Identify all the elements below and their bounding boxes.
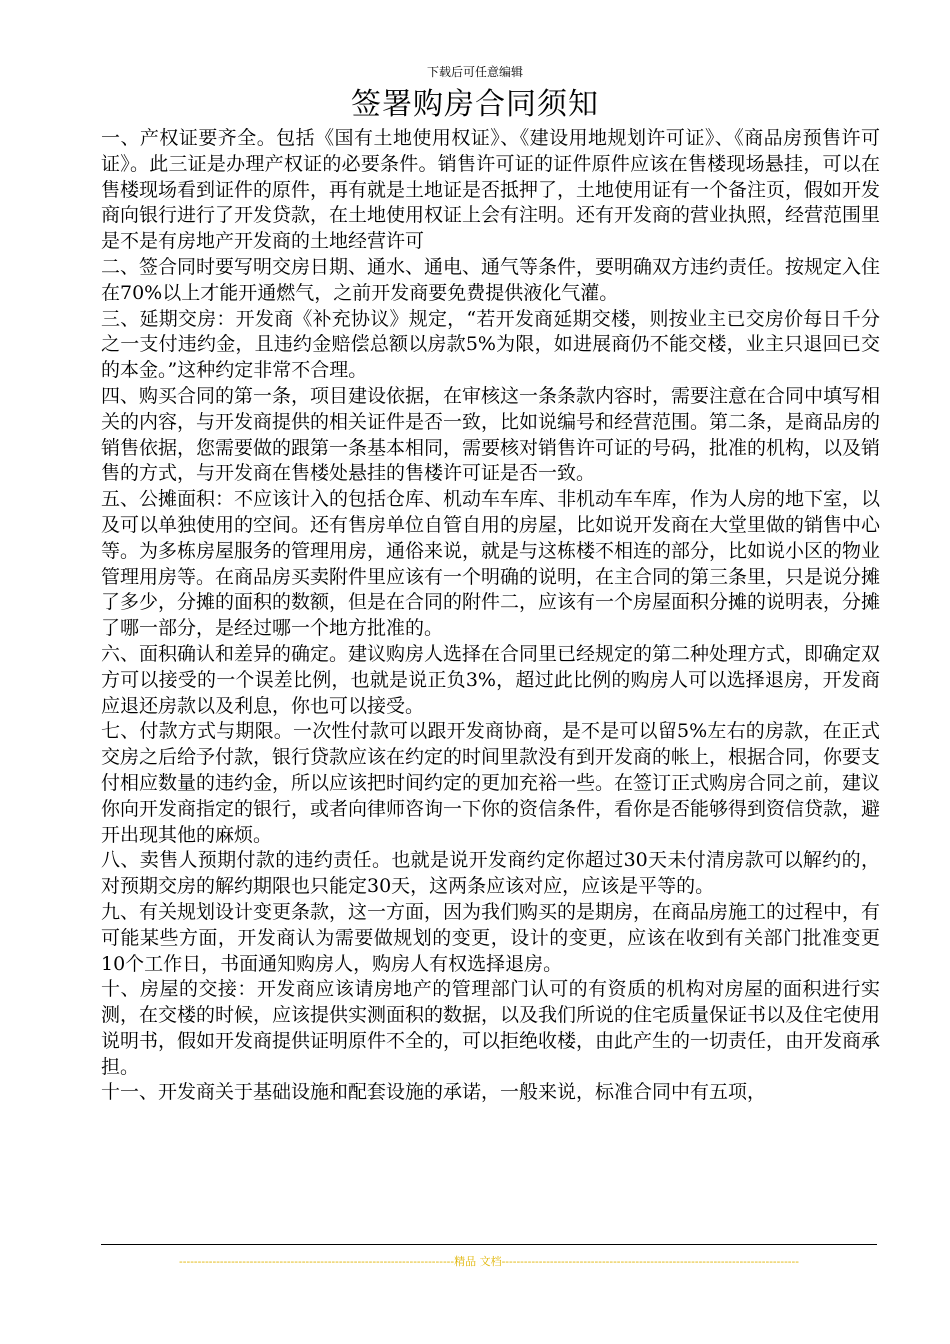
document-body (101, 126, 880, 1106)
footer-note: --------------------------------------------------------------------------精品 文档-------------------------------------------------------------------------------- (179, 1255, 799, 1268)
paragraph-11: 十一、开发商关于基础设施和配套设施的承诺，一般来说，标准合同中有五项， (101, 1081, 767, 1104)
paragraph-8: 八、卖售人预期付款的违约责任。也就是说开发商约定你超过30天未付清房款可以解约的，对预期交房的解约期限也只能定30天，这两条应该对应，应该是平等的。 (101, 849, 880, 898)
header-note: 下载后可任意编辑 (426, 65, 523, 79)
page-title: 签署购房合同须知 (351, 87, 599, 122)
paragraph-1: 一、产权证要齐全。包括《国有土地使用权证》、《建设用地规划许可证》、《商品房预售许可证》。此三证是办理产权证的必要条件。销售许可证的证件原件应该在售楼现场悬挂，可以在售楼现场看到证件的原件，再有就是土地证是否抵押了，土地使用证有一个备注页，假如开发商向银行进行了开发贷款，在土地使用权证上会有注明。还有开发商的营业执照，经营范围里是不是有房地产开发商的土地经营许可 (101, 127, 881, 253)
paragraph-4: 四、购买合同的第一条，项目建设依据，在审核这一条条款内容时，需要注意在合同中填写相关的内容，与开发商提供的相关证件是否一致，比如说编号和经营范围。第二条，是商品房的销售依据，您需要做的跟第一条基本相同，需要核对销售许可证的号码，批准的机构，以及销售的方式，与开发商在售楼处悬挂的售楼许可证是否一致。 (101, 384, 881, 485)
footer-divider (101, 1244, 877, 1245)
paragraph-5: 五、公摊面积：不应该计入的包括仓库、机动车车库、非机动车车库，作为人房的地下室，以及可以单独使用的空间。还有售房单位自管自用的房屋，比如说开发商在大堂里做的销售中心等。为多栋房屋服务的管理用房，通俗来说，就是与这栋楼不相连的部分，比如说小区的物业管理用房等。在商品房买卖附件里应该有一个明确的说明，在主合同的第三条里，只是说分摊了多少，分摊的面积的数额，但是在合同的附件二，应该有一个房屋面积分摊的说明表，分摊了哪一部分，是经过哪一个地方批准的。 (101, 488, 881, 640)
paragraph-6: 六、面积确认和差异的确定。建议购房人选择在合同里已经规定的第二种处理方式，即确定双方可以接受的一个误差比例，也就是说正负3%，超过此比例的购房人可以选择退房，开发商应退还房款以及利息，你也可以接受。 (101, 642, 881, 717)
paragraph-2: 二、签合同时要写明交房日期、通水、通电、通气等条件，要明确双方违约责任。按规定入住在70%以上才能开通燃气，之前开发商要免费提供液化气灌。 (101, 255, 881, 304)
paragraph-10: 十、房屋的交接：开发商应该请房地产的管理部门认可的有资质的机构对房屋的面积进行实测，在交楼的时候，应该提供实测面积的数据，以及我们所说的住宅质量保证书以及住宅使用说明书，假如开发商提供证明原件不全的，可以拒绝收楼，由此产生的一切责任，由开发商承担。 (101, 978, 881, 1078)
paragraph-9: 九、有关规划设计变更条款，这一方面，因为我们购买的是期房，在商品房施工的过程中，有可能某些方面，开发商认为需要做规划的变更，设计的变更，应该在收到有关部门批准变更10个工作日，书面通知购房人，购房人有权选择退房。 (101, 900, 881, 975)
paragraph-7: 七、付款方式与期限。一次性付款可以跟开发商协商，是不是可以留5%左右的房款，在正式交房之后给予付款，银行贷款应该在约定的时间里款没有到开发商的帐上，根据合同，你要支付相应数量的违约金，所以应该把时间约定的更加充裕一些。在签订正式购房合同之前，建议你向开发商指定的银行，或者向律师咨询一下你的资信条件，看你是否能够得到资信贷款，避开出现其他的麻烦。 (101, 720, 881, 846)
paragraph-3: 三、延期交房：开发商《补充协议》规定，“若开发商延期交楼，则按业主已交房价每日千分之一支付违约金，且违约金赔偿总额以房款5%为限，如进展商仍不能交楼，业主只退回已交的本金。”这种约定非常不合理。 (101, 307, 880, 382)
